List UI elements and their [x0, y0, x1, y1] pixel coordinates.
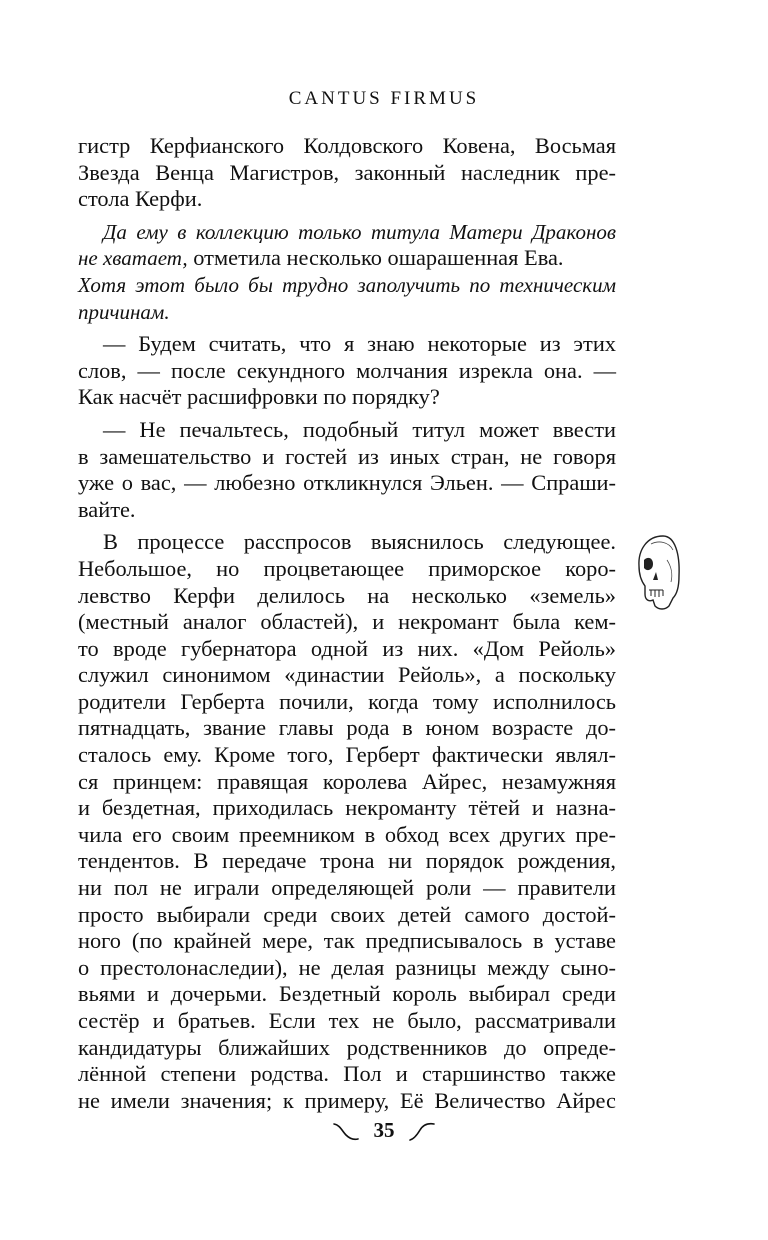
body-line: В процессе расспросов выяснилось следующее. [103, 529, 616, 555]
skull-icon [633, 530, 683, 615]
body-line: сестёр и братьев. Если тех не было, рассматривали [78, 1008, 616, 1033]
body-line: ся принцем: правящая королева Айрес, незамужняя [78, 768, 616, 794]
body-line: — Будем считать, что я знаю некоторые из этих [103, 331, 616, 357]
body-line: тендентов. В передаче трона ни порядок рождения, [78, 848, 616, 874]
body-line: пятнадцать, звание главы рода в юном возрасте до- [78, 715, 616, 741]
body-line: сталось ему. Кроме того, Герберт фактически являл- [78, 742, 616, 768]
regular-fragment: отметила несколько ошарашенная Ева. [187, 245, 564, 271]
body-line: Как насчёт расшифровки по порядку? [78, 384, 440, 410]
body-line: служил синонимом «династии Рейоль», а поскольку [78, 662, 616, 688]
body-line: левство Керфи делилось на несколько «земель» [78, 582, 616, 608]
body-line: вьями и дочерьми. Бездетный король выбирал среди [78, 981, 616, 1007]
body-line: Небольшое, но процветающее приморское коро- [78, 555, 616, 581]
italic-fragment: не хватает, [78, 246, 188, 271]
body-line: и бездетная, приходилась некроманту тётей и назна- [78, 795, 616, 821]
running-head: CANTUS FIRMUS [288, 88, 480, 109]
body-line: лённой степени родства. Пол и старшинство также [78, 1061, 616, 1087]
body-line-italic: причинам. [78, 299, 170, 324]
body-line: Звезда Венца Магистров, законный наследник пре- [78, 159, 616, 185]
body-line: ного (по крайней мере, так предписывалось в уставе [78, 928, 616, 954]
page-folio [0, 1118, 768, 1143]
page-number: 35 [373, 1118, 395, 1142]
body-line: родители Герберта почили, когда тому исполнилось [78, 688, 616, 714]
body-line: кандидатуры ближайших родственников до опреде- [78, 1034, 616, 1060]
body-line: ни пол не играли определяющей роли — правители [78, 875, 616, 901]
body-line-mixed [78, 245, 616, 272]
body-line: гистр Керфианского Колдовского Ковена, Восьмая [78, 133, 616, 158]
body-line: уже о вас, — любезно откликнулся Эльен. — Спраши- [78, 470, 616, 496]
body-line: просто выбирали среди своих детей самого достой- [78, 901, 616, 927]
body-line: стола Керфи. [78, 186, 203, 212]
swash-left-icon [332, 1121, 360, 1143]
body-line: слов, — после секундного молчания изрекла она. — [78, 357, 616, 383]
body-line: вайте. [78, 496, 136, 522]
page-body [78, 133, 616, 1114]
body-line-italic: Хотя этот было бы трудно заполучить по техническим [78, 272, 616, 297]
body-line: чила его своим преемником в обход всех других пре- [78, 821, 616, 847]
swash-right-icon [408, 1121, 436, 1143]
body-line: не имели значения; к примеру, Её Величество Айрес [78, 1087, 616, 1113]
body-line: в замешательство и гостей из иных стран, не говоря [78, 443, 616, 469]
body-line-italic: Да ему в коллекцию только титула Матери Драконов [103, 219, 616, 244]
body-line: — Не печальтесь, подобный титул может ввести [103, 416, 616, 442]
body-line: о престолонаследии), не делая разницы между сыно- [78, 954, 616, 980]
body-line: то вроде губернатора одной из них. «Дом Рейоль» [78, 635, 616, 661]
body-line: (местный аналог областей), и некромант была кем- [78, 609, 616, 635]
